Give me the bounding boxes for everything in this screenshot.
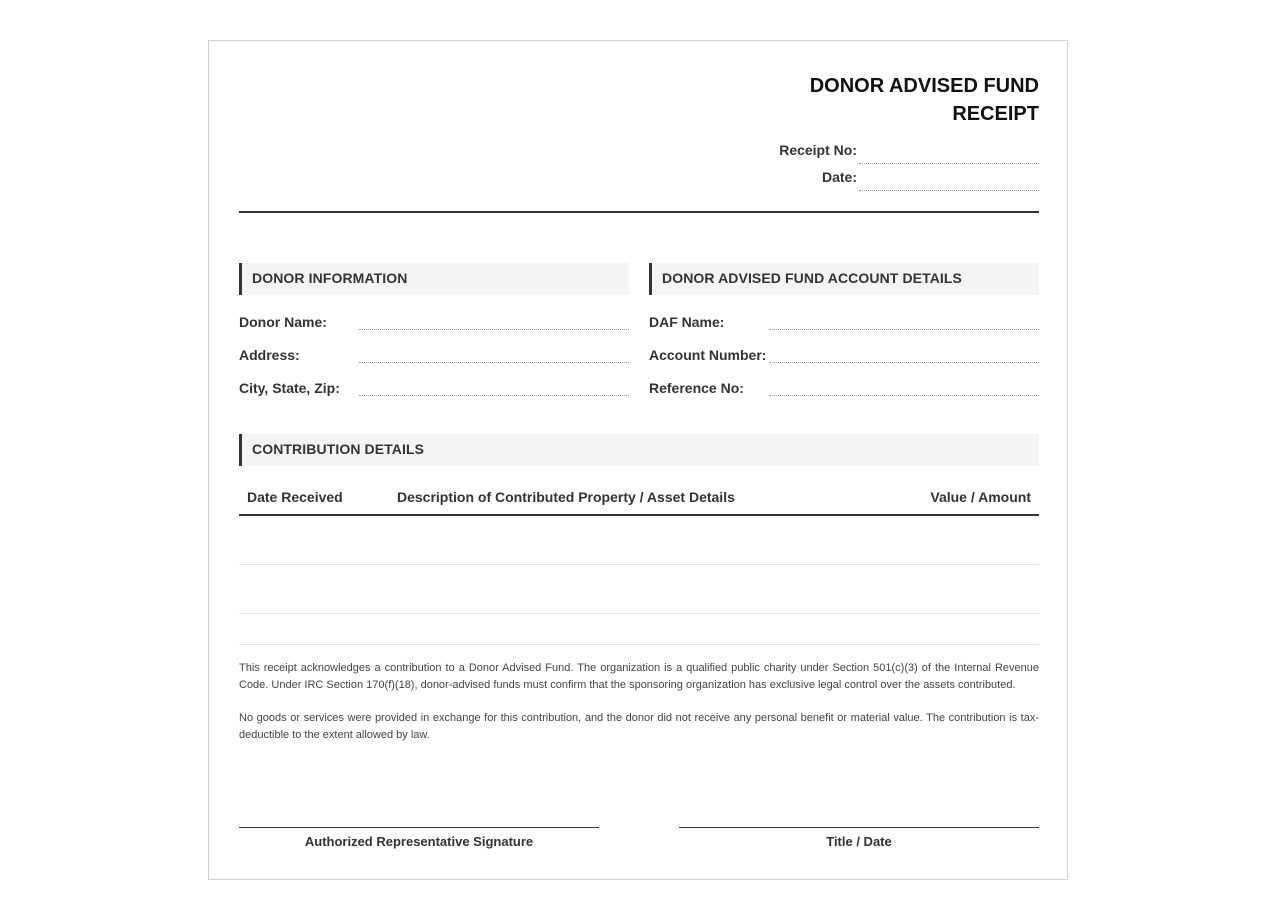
receipt-no-field[interactable] — [859, 163, 1039, 164]
disclaimer-paragraph-1: This receipt acknowledges a contribution to a Donor Advised Fund. The organization is a qualified public charity under Section 501(c)(3) of the Internal Revenue Code. Under IRC Section 170(f)(18), donor-advised funds must confirm that the sponsoring organization has exclusive legal control over the assets contributed. — [239, 662, 1039, 691]
address-field[interactable] — [359, 362, 629, 363]
receipt-no-row — [779, 141, 1039, 163]
date-row — [779, 168, 1039, 190]
column-header-description: Description of Contributed Property / Asset Details — [397, 489, 735, 505]
donor-name-field[interactable] — [359, 329, 629, 330]
signature-label-left: Authorized Representative Signature — [304, 834, 534, 849]
city-state-zip-label: City, State, Zip: — [239, 380, 340, 396]
daf-name-field[interactable] — [769, 329, 1039, 330]
daf-name-label: DAF Name: — [649, 314, 725, 330]
table-row[interactable] — [239, 644, 1039, 645]
table-row[interactable] — [239, 613, 1039, 614]
donor-name-label: Donor Name: — [239, 314, 327, 330]
title-line-1: DONOR ADVISED FUND — [809, 75, 1039, 97]
contribution-heading: CONTRIBUTION DETAILS — [239, 434, 1039, 466]
reference-no-label: Reference No: — [649, 380, 744, 396]
account-number-field[interactable] — [769, 362, 1039, 363]
table-row[interactable] — [239, 564, 1039, 565]
header-divider — [239, 211, 1039, 213]
title-line-2: RECEIPT — [952, 103, 1039, 125]
receipt-no-label: Receipt No: — [779, 142, 857, 158]
reference-no-field[interactable] — [769, 395, 1039, 396]
disclaimer-paragraph-2: No goods or services were provided in exchange for this contribution, and the donor did not receive any personal benefit or material value. The contribution is tax-deductible to the extent allowed by law. — [239, 712, 1039, 741]
signature-label-right: Title / Date — [826, 834, 892, 849]
signature-line-left[interactable] — [239, 827, 599, 828]
column-header-value: Value / Amount — [930, 489, 1031, 505]
donor-info-heading: DONOR INFORMATION — [239, 263, 629, 295]
donor-name-row — [239, 313, 629, 335]
address-row — [239, 346, 629, 368]
date-field[interactable] — [859, 190, 1039, 191]
account-details-heading: DONOR ADVISED FUND ACCOUNT DETAILS — [649, 263, 1039, 295]
column-header-date-received: Date Received — [247, 489, 343, 505]
account-number-label: Account Number: — [649, 347, 767, 363]
reference-no-row — [649, 379, 1039, 401]
city-state-zip-row — [239, 379, 629, 401]
table-header-divider — [239, 514, 1039, 516]
address-label: Address: — [239, 347, 300, 363]
signature-line-right[interactable] — [679, 827, 1039, 828]
receipt-title — [719, 72, 1039, 128]
account-number-row — [649, 346, 1039, 368]
date-label: Date: — [821, 169, 857, 185]
city-state-zip-field[interactable] — [359, 395, 629, 396]
receipt-page — [208, 40, 1068, 880]
daf-name-row — [649, 313, 1039, 335]
